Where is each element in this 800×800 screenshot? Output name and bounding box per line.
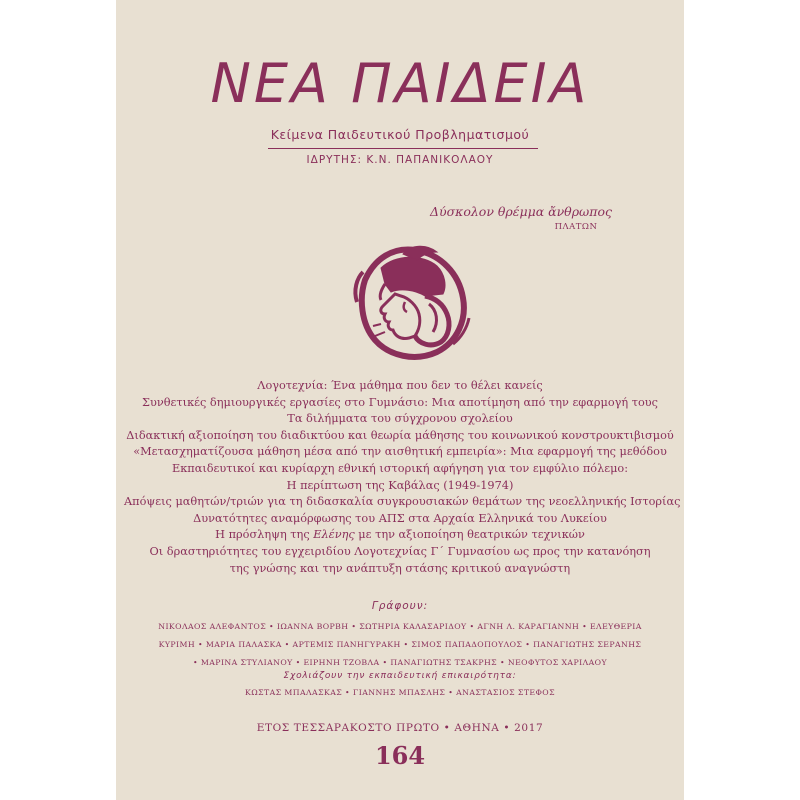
epigraph-quote: Δύσκολον θρέμμα ἄνθρωπος [430,204,612,219]
writers-list [130,618,670,672]
helen-text-italic: Ελένης [313,528,355,542]
journal-cover [116,0,684,800]
writers-line: ΝΙΚΟΛΑΟΣ ΑΛΕΦΑΝΤΟΣ • ΙΩΑΝΝΑ ΒΟΡΒΗ • ΣΩΤΗΡΙΑ ΚΑΛΑΣΑΡΙΔΟΥ • ΑΓΝΗ Λ. ΚΑΡΑΓΙΑΝΝΗ • ΕΛΕΥΘΕΡΙΑ [158,622,642,631]
contents-item: «Μετασχηματίζουσα μάθηση μέσα από την αισθητική εμπειρία»: Μια εφαρμογή της μεθόδου [133,445,667,459]
journal-title: ΝΕΑ ΠΑΙΔΕΙΑ [210,52,590,115]
helen-text-after: με την αξιοποίηση θεατρικών τεχνικών [354,528,585,542]
writers-line: • ΜΑΡΙΝΑ ΣΤΥΛΙΑΝΟΥ • ΕΙΡΗΝΗ ΤΖΟΒΛΑ • ΠΑΝΑΓΙΩΤΗΣ ΤΣΑΚΡΗΣ • ΝΕΟΦΥΤΟΣ ΧΑΡΙΛΑΟΥ [193,658,607,667]
contents-item: Οι δραστηριότητες του εγχειριδίου Λογοτεχνίας Γ΄ Γυμνασίου ως προς την κατανόηση [149,544,651,558]
writers-heading: Γράφουν: [371,600,429,612]
table-of-contents [124,378,681,577]
epigraph-author: ΠΛΑΤΩΝ [554,222,598,232]
founder-line: ΙΔΡΥΤΗΣ: Κ.Ν. ΠΑΠΑΝΙΚΟΛΑΟΥ [306,154,494,166]
helen-text-before: Η πρόσληψη της [215,528,314,542]
contents-item: Δυνατότητες αναμόρφωσης του ΑΠΣ στα Αρχαία Ελληνικά του Λυκείου [193,511,607,525]
issue-number: 164 [374,741,426,770]
subtitle-divider [268,148,538,149]
contents-item: της γνώσης και την ανάπτυξη στάσης κριτικού αναγνώστη [229,561,571,575]
contents-item: Απόψεις μαθητών/τριών για τη διδασκαλία συγκρουσιακών θεμάτων της νεοελληνικής Ιστορίας [124,495,681,509]
journal-subtitle: Κείμενα Παιδευτικού Προβληματισμού [270,127,530,142]
athena-coin-icon [345,240,471,364]
contents-item: Λογοτεχνία: Ένα μάθημα που δεν το θέλει κανείς [257,379,543,392]
commentary-heading: Σχολιάζουν την εκπαιδευτική επικαιρότητα: [283,671,517,681]
writers-line: ΚΥΡΙΜΗ • ΜΑΡΙΑ ΠΑΛΑΣΚΑ • ΑΡΤΕΜΙΣ ΠΑΝΗΓΥΡΑΚΗ • ΣΙΜΟΣ ΠΑΠΑΔΟΠΟΥΛΟΣ • ΠΑΝΑΓΙΩΤΗΣ ΣΕΡΑΝΗΣ [158,640,642,649]
contents-item: Συνθετικές δημιουργικές εργασίες στο Γυμνάσιο: Μια αποτίμηση από την εφαρμογή τους [142,395,658,409]
contents-item: Η περίπτωση της Καβάλας (1949-1974) [286,478,514,492]
contents-item: Εκπαιδευτικοί και κυρίαρχη εθνική ιστορική αφήγηση για τον εμφύλιο πόλεμο: [171,461,629,475]
commentators-line: ΚΩΣΤΑΣ ΜΠΑΛΑΣΚΑΣ • ΓΙΑΝΝΗΣ ΜΠΑΣΛΗΣ • ΑΝΑΣΤΑΣΙΟΣ ΣΤΕΦΟΣ [244,688,556,697]
contents-item: Τα διλήμματα του σύγχρονου σχολείου [287,412,513,426]
contents-item-helen [124,527,676,544]
contents-item: Διδακτική αξιοποίηση του διαδικτύου και θεωρία μάθησης του κοινωνικού κονστρουκτιβισμού [126,428,674,442]
year-line: ΕΤΟΣ ΤΕΣΣΑΡΑΚΟΣΤΟ ΠΡΩΤΟ • ΑΘΗΝΑ • 2017 [256,722,544,734]
